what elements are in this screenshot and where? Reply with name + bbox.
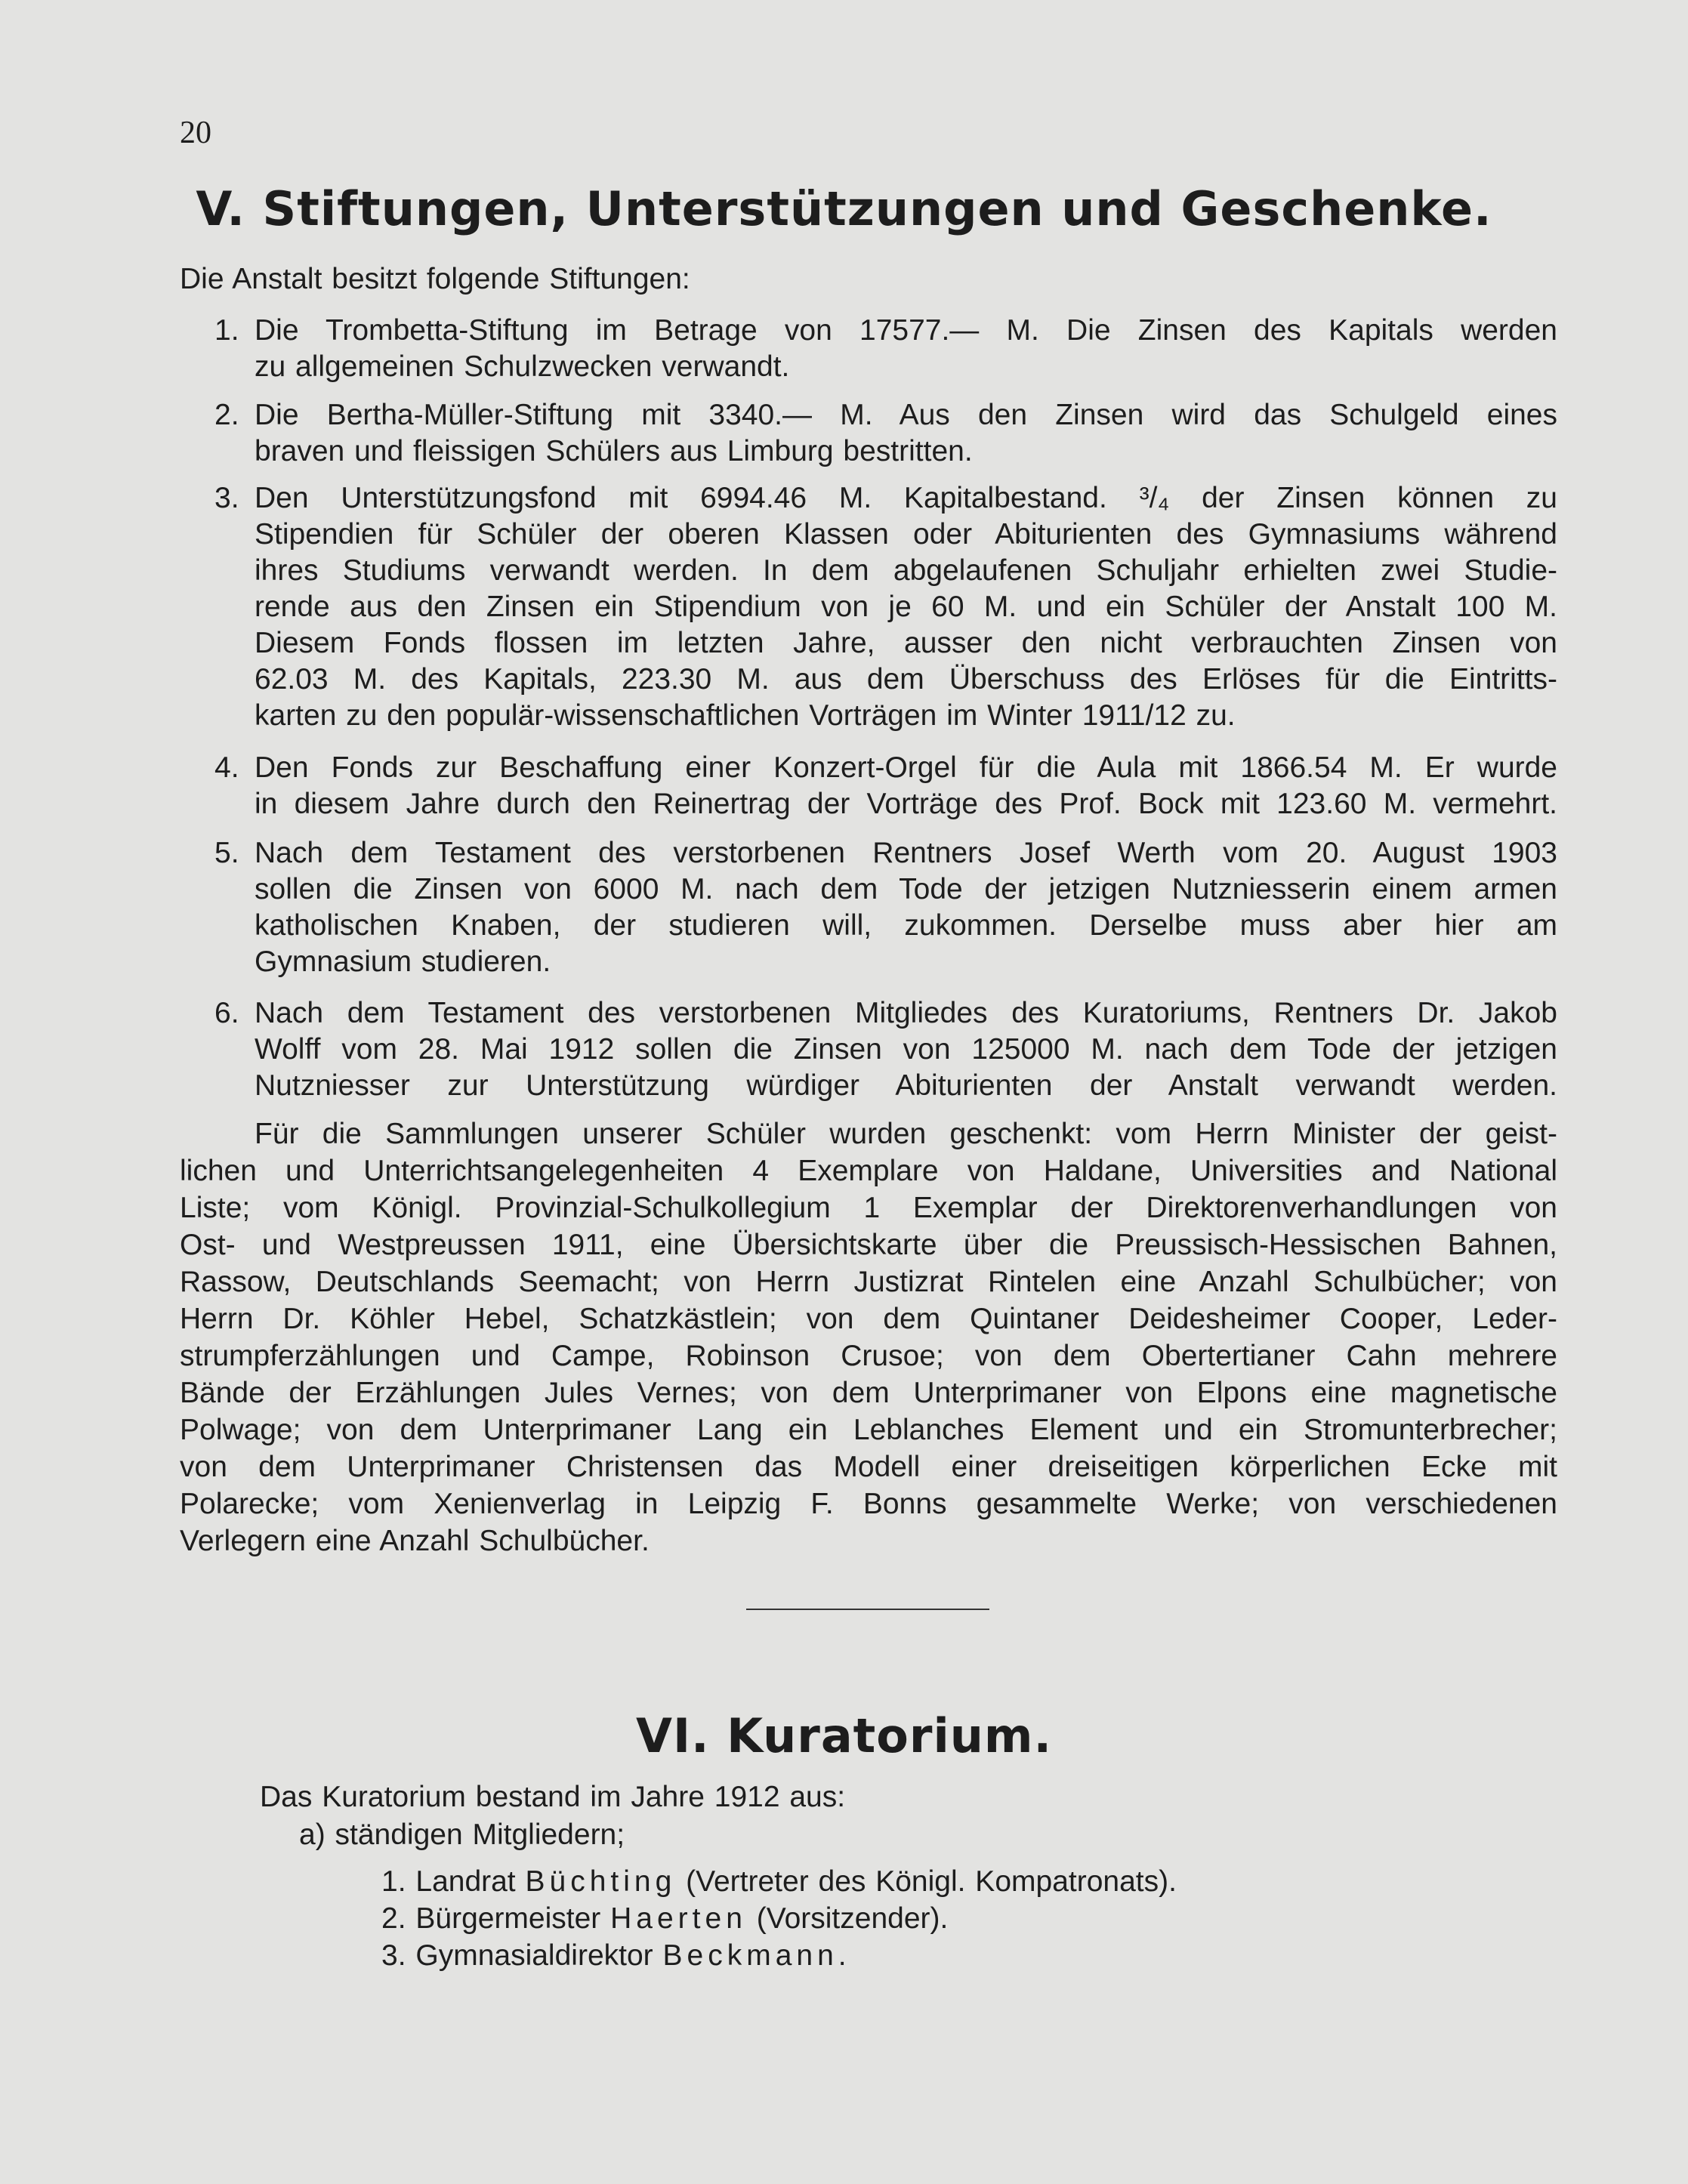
member-role: Bürgermeister xyxy=(415,1902,601,1935)
gifts-line: Ost- und Westpreussen 1911, eine Übersichtskarte über die Preussisch-Hessischen Bahnen, xyxy=(180,1229,1557,1261)
item-number: 2. xyxy=(214,399,239,431)
item-line: braven und fleissigen Schülers aus Limburg bestritten. xyxy=(255,435,973,467)
gifts-line: strumpferzählungen und Campe, Robinson Crusoe; von dem Obertertianer Cahn mehrere xyxy=(180,1340,1557,1372)
item-line: katholischen Knaben, der studieren will, zukommen. Derselbe muss aber hier am xyxy=(255,909,1557,942)
item-line: zu allgemeinen Schulzwecken verwandt. xyxy=(255,350,790,383)
section-v-heading: V. Stiftungen, Unterstützungen und Geschenke. xyxy=(196,181,1492,236)
item-line: Stipendien für Schüler der oberen Klassen oder Abiturienten des Gymnasiums während xyxy=(255,518,1557,551)
member-row xyxy=(381,1938,851,1974)
item-number: 1. xyxy=(214,314,239,347)
item-line: ihres Studiums verwandt werden. In dem abgelaufenen Schuljahr erhielten zwei Studie- xyxy=(255,554,1557,587)
member-role: Gymnasialdirektor xyxy=(415,1939,653,1972)
item-line: Den Fonds zur Beschaffung einer Konzert-Orgel für die Aula mit 1866.54 M. Er wurde xyxy=(255,751,1557,784)
gifts-line: Für die Sammlungen unserer Schüler wurden geschenkt: vom Herrn Minister der geist- xyxy=(255,1118,1557,1150)
item-line: in diesem Jahre durch den Reinertrag der Vorträge des Prof. Bock mit 123.60 M. vermehrt. xyxy=(255,788,1557,820)
member-name: Beckmann. xyxy=(662,1939,851,1972)
section-vi-heading: VI. Kuratorium. xyxy=(635,1708,1053,1763)
item-line: rende aus den Zinsen ein Stipendium von je 60 M. und ein Schüler der Anstalt 100 M. xyxy=(255,591,1557,623)
member-number: 2. xyxy=(381,1902,406,1935)
member-row xyxy=(381,1901,948,1937)
item-number: 3. xyxy=(214,482,239,514)
item-number: 5. xyxy=(214,837,239,869)
gifts-line: lichen und Unterrichtsangelegenheiten 4 Exemplare von Haldane, Universities and National xyxy=(180,1155,1557,1187)
gifts-line: Rassow, Deutschlands Seemacht; von Herrn Justizrat Rintelen eine Anzahl Schulbücher; von xyxy=(180,1266,1557,1298)
section-v-intro: Die Anstalt besitzt folgende Stiftungen: xyxy=(180,263,690,295)
gifts-line: Herrn Dr. Köhler Hebel, Schatzkästlein; von dem Quintaner Deidesheimer Cooper, Leder- xyxy=(180,1303,1557,1335)
member-name: Haerten xyxy=(610,1902,747,1935)
gifts-line: Liste; vom Königl. Provinzial-Schulkollegium 1 Exemplar der Direktorenverhandlungen von xyxy=(180,1192,1557,1224)
gifts-line: Polarecke; vom Xenienverlag in Leipzig F. Bonns gesammelte Werke; von verschiedenen xyxy=(180,1488,1557,1520)
item-line: Nutzniesser zur Unterstützung würdiger Abiturienten der Anstalt verwandt werden. xyxy=(255,1069,1557,1102)
member-note: (Vorsitzender). xyxy=(756,1902,949,1935)
item-line: Den Unterstützungsfond mit 6994.46 M. Kapitalbestand. ³/₄ der Zinsen können zu xyxy=(255,482,1557,514)
item-number: 6. xyxy=(214,997,239,1029)
item-line: Die Bertha-Müller-Stiftung mit 3340.— M. Aus den Zinsen wird das Schulgeld eines xyxy=(255,399,1557,431)
gifts-line: Bände der Erzählungen Jules Vernes; von dem Unterprimaner von Elpons eine magnetische xyxy=(180,1377,1557,1409)
item-line: karten zu den populär-wissenschaftlichen Vorträgen im Winter 1911/12 zu. xyxy=(255,699,1236,732)
item-line: Nach dem Testament des verstorbenen Mitgliedes des Kuratoriums, Rentners Dr. Jakob xyxy=(255,997,1557,1029)
section-vi-intro: Das Kuratorium bestand im Jahre 1912 aus: xyxy=(260,1781,846,1813)
gifts-line: Verlegern eine Anzahl Schulbücher. xyxy=(180,1525,650,1557)
item-line: Gymnasium studieren. xyxy=(255,945,551,978)
item-line: sollen die Zinsen von 6000 M. nach dem Tode der jetzigen Nutzniesserin einem armen xyxy=(255,873,1557,905)
item-line: Wolff vom 28. Mai 1912 sollen die Zinsen von 125000 M. nach dem Tode der jetzigen xyxy=(255,1033,1557,1066)
item-line: 62.03 M. des Kapitals, 223.30 M. aus dem Überschuss des Erlöses für die Eintritts- xyxy=(255,663,1557,696)
member-row xyxy=(381,1864,1177,1900)
page-number: 20 xyxy=(180,116,211,150)
member-number: 3. xyxy=(381,1939,406,1972)
section-vi-sub: a) ständigen Mitgliedern; xyxy=(299,1818,625,1851)
item-number: 4. xyxy=(214,751,239,784)
member-name: Büchting xyxy=(525,1865,677,1898)
item-line: Diesem Fonds flossen im letzten Jahre, ausser den nicht verbrauchten Zinsen von xyxy=(255,627,1557,659)
item-line: Nach dem Testament des verstorbenen Rentners Josef Werth vom 20. August 1903 xyxy=(255,837,1557,869)
gifts-line: von dem Unterprimaner Christensen das Modell einer dreiseitigen körperlichen Ecke mit xyxy=(180,1451,1557,1483)
gifts-line: Polwage; von dem Unterprimaner Lang ein Leblanches Element und ein Stromunterbrecher; xyxy=(180,1414,1557,1446)
member-note: (Vertreter des Königl. Kompatronats). xyxy=(686,1865,1177,1898)
member-role: Landrat xyxy=(415,1865,516,1898)
member-number: 1. xyxy=(381,1865,406,1898)
item-line: Die Trombetta-Stiftung im Betrage von 17577.— M. Die Zinsen des Kapitals werden xyxy=(255,314,1557,347)
section-divider xyxy=(746,1609,989,1610)
